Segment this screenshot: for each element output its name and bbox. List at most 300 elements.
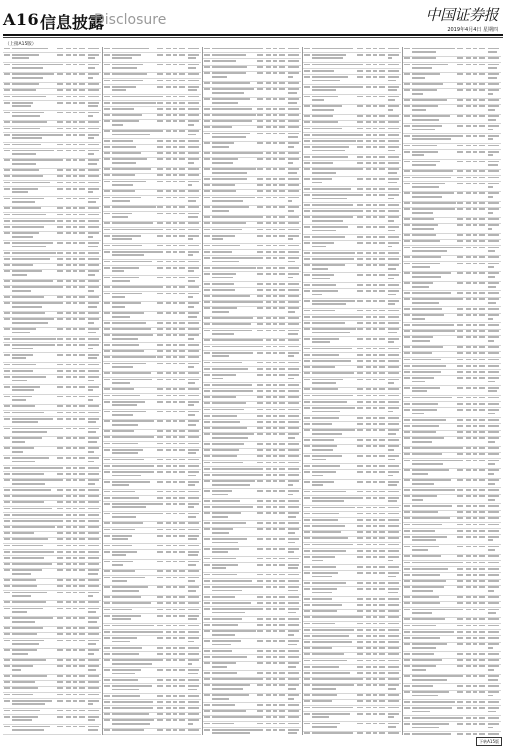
- cell-text-block: [12, 302, 60, 304]
- cell-text-block: [279, 421, 285, 423]
- cell-text-block: [279, 538, 285, 540]
- cell-text-block: [179, 229, 185, 231]
- cell-text-block: [112, 596, 141, 598]
- table-row: [203, 206, 301, 216]
- cell-text-block: [212, 323, 251, 325]
- cell-text-block: [288, 512, 299, 514]
- cell-text-block: [366, 684, 371, 686]
- cell-text-block: [488, 590, 494, 592]
- cell-text-block: [179, 602, 185, 604]
- cell-text-block: [273, 178, 277, 180]
- cell-text-block: [457, 352, 463, 354]
- cell-text-block: [357, 252, 363, 254]
- cell-text-block: [279, 267, 285, 269]
- cell-text-block: [479, 653, 485, 655]
- cell-text-block: [179, 577, 185, 579]
- cell-text-block: [166, 551, 171, 553]
- cell-text-block: [257, 60, 263, 62]
- cell-text-block: [157, 86, 163, 88]
- cell-text-block: [166, 267, 171, 269]
- cell-text-block: [412, 536, 447, 538]
- cell-text-block: [373, 525, 377, 527]
- cell-text-block: [473, 609, 477, 611]
- cell-text-block: [412, 218, 434, 220]
- cell-text-block: [279, 723, 285, 725]
- table-row: [103, 410, 201, 420]
- cell-text-block: [488, 505, 499, 507]
- cell-text-block: [412, 272, 451, 274]
- cell-text-block: [488, 314, 499, 316]
- cell-text-block: [257, 352, 263, 354]
- cell-text-block: [279, 650, 285, 652]
- cell-text-block: [257, 168, 263, 170]
- cell-text-block: [273, 455, 277, 457]
- cell-text-block: [112, 707, 153, 709]
- cell-text-block: [57, 312, 63, 314]
- cell-text-block: [188, 459, 199, 461]
- cell-text-block: [479, 685, 485, 687]
- cell-text-block: [88, 296, 99, 298]
- cell-text-block: [366, 338, 371, 340]
- cell-text-block: [304, 242, 310, 244]
- cell-text-block: [257, 528, 263, 530]
- cell-text-block: [379, 598, 385, 600]
- cell-text-block: [388, 89, 397, 91]
- cell-text-block: [173, 190, 177, 192]
- cell-text-block: [104, 114, 110, 116]
- cell-text-block: [12, 592, 47, 594]
- cell-text-block: [12, 159, 58, 161]
- cell-text-block: [104, 491, 110, 493]
- cell-text-block: [157, 713, 163, 715]
- cell-text-block: [4, 121, 10, 123]
- cell-text-block: [388, 433, 396, 435]
- cell-text-block: [473, 517, 477, 519]
- table-row: [3, 270, 101, 280]
- cell-text-block: [257, 723, 263, 725]
- cell-text-block: [288, 330, 299, 332]
- cell-text-block: [12, 399, 26, 401]
- cell-text-block: [188, 48, 199, 50]
- cell-text-block: [212, 120, 252, 122]
- cell-text-block: [304, 647, 310, 649]
- cell-text-block: [457, 659, 463, 661]
- cell-text-block: [379, 610, 385, 612]
- cell-text-block: [488, 218, 499, 220]
- cell-text-block: [112, 222, 153, 224]
- column-divider: [402, 47, 403, 735]
- newspaper-masthead: 中国证券报: [425, 6, 498, 24]
- cell-text-block: [288, 374, 299, 376]
- cell-text-block: [473, 460, 477, 462]
- cell-text-block: [166, 102, 171, 104]
- cell-text-block: [88, 520, 99, 522]
- cell-text-block: [366, 647, 371, 649]
- cell-text-block: [379, 401, 385, 403]
- cell-text-block: [104, 596, 110, 598]
- cell-text-block: [357, 672, 363, 674]
- cell-text-block: [388, 115, 399, 117]
- cell-text-block: [357, 70, 363, 72]
- cell-text-block: [188, 114, 199, 116]
- cell-text-block: [212, 548, 239, 550]
- continued-from-label: （上接A15版）: [5, 42, 37, 47]
- cell-text-block: [466, 403, 471, 405]
- cell-text-block: [388, 610, 399, 612]
- cell-text-block: [66, 175, 71, 177]
- cell-text-block: [366, 513, 371, 515]
- cell-text-block: [412, 397, 452, 399]
- cell-text-block: [166, 647, 171, 649]
- cell-text-block: [457, 272, 463, 274]
- cell-text-block: [373, 252, 377, 254]
- cell-text-block: [412, 643, 447, 645]
- cell-text-block: [212, 634, 235, 636]
- cell-text-block: [57, 601, 63, 603]
- cell-text-block: [273, 323, 277, 325]
- cell-text-block: [273, 48, 277, 50]
- cell-text-block: [88, 710, 99, 712]
- cell-text-block: [188, 653, 199, 655]
- cell-text-block: [288, 684, 299, 686]
- cell-text-block: [204, 257, 210, 259]
- cell-text-block: [279, 522, 285, 524]
- cell-text-block: [173, 637, 177, 639]
- cell-text-block: [66, 532, 71, 534]
- cell-text-block: [204, 184, 210, 186]
- cell-text-block: [188, 312, 199, 314]
- cell-text-block: [204, 409, 210, 411]
- cell-text-block: [466, 365, 471, 367]
- cell-text-block: [4, 726, 10, 728]
- cell-text-block: [188, 286, 199, 288]
- cell-text-block: [188, 713, 199, 715]
- cell-text-block: [157, 64, 163, 66]
- cell-text-block: [457, 555, 463, 557]
- table-column: [103, 47, 201, 735]
- cell-text-block: [88, 621, 97, 623]
- cell-text-block: [112, 280, 130, 282]
- cell-text-block: [279, 54, 285, 56]
- cell-text-block: [57, 405, 63, 407]
- cell-text-block: [373, 300, 377, 302]
- cell-text-block: [473, 403, 477, 405]
- cell-text-block: [104, 350, 110, 352]
- cell-text-block: [288, 142, 299, 144]
- cell-text-block: [457, 308, 463, 310]
- cell-text-block: [404, 665, 410, 667]
- table-row: [403, 134, 501, 144]
- cell-text-block: [379, 531, 385, 533]
- cell-text-block: [404, 691, 410, 693]
- cell-text-block: [404, 89, 410, 91]
- table-row: [203, 662, 301, 672]
- table-row: [3, 447, 101, 457]
- cell-text-block: [166, 513, 171, 515]
- cell-text-block: [404, 409, 410, 411]
- cell-text-block: [4, 232, 10, 234]
- cell-text-block: [457, 57, 463, 59]
- cell-text-block: [357, 694, 363, 696]
- cell-text-block: [212, 574, 237, 576]
- cell-text-block: [257, 222, 263, 224]
- cell-text-block: [457, 723, 463, 725]
- cell-text-block: [188, 372, 199, 374]
- cell-text-block: [212, 433, 254, 435]
- cell-text-block: [173, 561, 177, 563]
- cell-text-block: [88, 246, 98, 248]
- cell-text-block: [288, 704, 299, 706]
- cell-text-block: [57, 649, 63, 651]
- cell-text-block: [173, 491, 177, 493]
- cell-text-block: [188, 197, 199, 199]
- cell-text-block: [457, 505, 463, 507]
- cell-text-block: [166, 615, 171, 617]
- cell-text-block: [212, 295, 250, 297]
- cell-text-block: [366, 290, 371, 292]
- cell-text-block: [388, 64, 399, 66]
- cell-text-block: [12, 457, 49, 459]
- cell-text-block: [273, 289, 277, 291]
- cell-text-block: [57, 447, 63, 449]
- cell-text-block: [73, 188, 77, 190]
- cell-text-block: [288, 355, 294, 357]
- cell-text-block: [57, 557, 63, 559]
- cell-text-block: [66, 514, 71, 516]
- cell-text-block: [104, 430, 110, 432]
- cell-text-block: [373, 162, 377, 164]
- cell-text-block: [404, 425, 410, 427]
- cell-text-block: [288, 437, 295, 439]
- cell-text-block: [288, 528, 299, 530]
- cell-text-block: [388, 290, 399, 292]
- cell-text-block: [12, 137, 42, 139]
- cell-text-block: [312, 210, 359, 212]
- cell-text-block: [204, 98, 210, 100]
- cell-text-block: [173, 146, 177, 148]
- cell-text-block: [312, 140, 356, 142]
- cell-text-block: [179, 328, 185, 330]
- cell-text-block: [466, 177, 471, 179]
- cell-text-block: [112, 80, 143, 82]
- cell-text-block: [357, 653, 363, 655]
- cell-text-block: [4, 134, 10, 136]
- cell-text-block: [88, 338, 99, 340]
- cell-text-block: [88, 585, 99, 587]
- cell-text-block: [288, 362, 299, 364]
- cell-text-block: [112, 561, 133, 563]
- cell-text-block: [473, 453, 477, 455]
- cell-text-block: [479, 723, 485, 725]
- cell-text-block: [257, 283, 263, 285]
- cell-text-block: [4, 112, 10, 114]
- table-row: [303, 454, 401, 464]
- cell-text-block: [466, 447, 471, 449]
- cell-text-block: [388, 316, 399, 318]
- cell-text-block: [188, 245, 199, 247]
- cell-text-block: [479, 192, 485, 194]
- cell-text-block: [412, 377, 434, 379]
- cell-text-block: [488, 234, 499, 236]
- cell-text-block: [304, 678, 310, 680]
- cell-text-block: [112, 89, 126, 91]
- cell-text-block: [166, 235, 171, 237]
- cell-text-block: [279, 330, 285, 332]
- cell-text-block: [79, 557, 85, 559]
- cell-text-block: [204, 72, 210, 74]
- table-row: [3, 395, 101, 405]
- cell-text-block: [412, 437, 444, 439]
- cell-text-block: [12, 236, 33, 238]
- cell-text-block: [257, 704, 263, 706]
- cell-text-block: [173, 344, 177, 346]
- cell-text-block: [57, 569, 63, 571]
- cell-text-block: [73, 96, 77, 98]
- cell-text-block: [466, 105, 471, 107]
- cell-text-block: [88, 198, 99, 200]
- table-row: [303, 299, 401, 309]
- cell-text-block: [73, 675, 77, 677]
- cell-text-block: [79, 418, 85, 420]
- cell-text-block: [12, 264, 33, 266]
- cell-text-block: [288, 506, 299, 508]
- cell-text-block: [79, 687, 85, 689]
- cell-text-block: [366, 455, 371, 457]
- cell-text-block: [66, 579, 71, 581]
- cell-text-block: [4, 252, 10, 254]
- cell-text-block: [212, 542, 238, 544]
- cell-text-block: [388, 623, 399, 625]
- table-column: [303, 47, 401, 735]
- cell-text-block: [388, 629, 399, 631]
- cell-text-block: [479, 105, 485, 107]
- cell-text-block: [266, 158, 271, 160]
- cell-text-block: [488, 568, 499, 570]
- cell-text-block: [273, 222, 277, 224]
- cell-text-block: [4, 633, 10, 635]
- cell-text-block: [404, 637, 410, 639]
- cell-text-block: [312, 531, 341, 533]
- cell-text-block: [57, 207, 63, 209]
- cell-text-block: [312, 647, 332, 649]
- cell-text-block: [104, 197, 110, 199]
- cell-text-block: [66, 551, 71, 553]
- cell-text-block: [212, 114, 256, 116]
- cell-text-block: [488, 302, 496, 304]
- cell-text-block: [179, 459, 185, 461]
- cell-text-block: [473, 643, 477, 645]
- cell-text-block: [188, 350, 199, 352]
- cell-text-block: [157, 229, 163, 231]
- cell-text-block: [357, 439, 363, 441]
- cell-text-block: [479, 359, 485, 361]
- cell-text-block: [457, 546, 463, 548]
- cell-text-block: [488, 93, 493, 95]
- cell-text-block: [312, 445, 337, 447]
- cell-text-block: [212, 273, 236, 275]
- cell-text-block: [88, 302, 99, 304]
- cell-text-block: [479, 145, 485, 147]
- cell-text-block: [466, 625, 471, 627]
- cell-text-block: [379, 455, 385, 457]
- cell-text-block: [479, 562, 485, 564]
- cell-text-block: [373, 284, 377, 286]
- cell-text-block: [404, 161, 410, 163]
- cell-text-block: [479, 324, 485, 326]
- cell-text-block: [357, 598, 363, 600]
- cell-text-block: [379, 258, 385, 260]
- cell-text-block: [112, 379, 152, 381]
- cell-text-block: [288, 624, 299, 626]
- cell-text-block: [404, 240, 410, 242]
- table-row: [403, 262, 501, 272]
- cell-text-block: [473, 469, 477, 471]
- table-row: [103, 362, 201, 372]
- cell-text-block: [104, 577, 110, 579]
- cell-text-block: [479, 247, 485, 249]
- cell-text-block: [212, 500, 240, 502]
- cell-text-block: [457, 234, 463, 236]
- cell-text-block: [12, 573, 31, 575]
- cell-text-block: [488, 562, 499, 564]
- cell-text-block: [12, 380, 27, 382]
- cell-text-block: [173, 261, 177, 263]
- cell-text-block: [304, 316, 310, 318]
- cell-text-block: [412, 73, 440, 75]
- cell-text-block: [279, 427, 285, 429]
- cell-text-block: [312, 162, 333, 164]
- cell-text-block: [179, 146, 185, 148]
- cell-text-block: [473, 691, 477, 693]
- cell-text-block: [457, 479, 463, 481]
- cell-text-block: [179, 659, 185, 661]
- cell-text-block: [273, 190, 277, 192]
- cell-text-block: [312, 360, 351, 362]
- cell-text-block: [104, 707, 110, 709]
- cell-text-block: [157, 235, 163, 237]
- cell-text-block: [373, 115, 377, 117]
- cell-text-block: [4, 318, 10, 320]
- cell-text-block: [204, 114, 210, 116]
- cell-text-block: [488, 330, 499, 332]
- cell-text-block: [273, 229, 277, 231]
- cell-text-block: [212, 102, 238, 104]
- cell-text-block: [12, 467, 57, 469]
- cell-text-block: [166, 420, 171, 422]
- cell-text-block: [266, 54, 271, 56]
- cell-text-block: [457, 574, 463, 576]
- cell-text-block: [188, 538, 197, 540]
- cell-text-block: [479, 234, 485, 236]
- cell-text-block: [188, 411, 199, 413]
- cell-text-block: [157, 322, 163, 324]
- cell-text-block: [12, 675, 47, 677]
- cell-text-block: [388, 382, 394, 384]
- cell-text-block: [373, 216, 377, 218]
- cell-text-block: [473, 202, 477, 204]
- cell-text-block: [473, 546, 477, 548]
- table-row: [3, 715, 101, 725]
- cell-text-block: [66, 585, 71, 587]
- cell-text-block: [466, 371, 471, 373]
- cell-text-block: [366, 723, 371, 725]
- cell-text-block: [304, 666, 310, 668]
- table-row: [203, 480, 301, 490]
- cell-text-block: [473, 425, 477, 427]
- cell-text-block: [473, 89, 477, 91]
- cell-text-block: [166, 471, 171, 473]
- cell-text-block: [66, 569, 71, 571]
